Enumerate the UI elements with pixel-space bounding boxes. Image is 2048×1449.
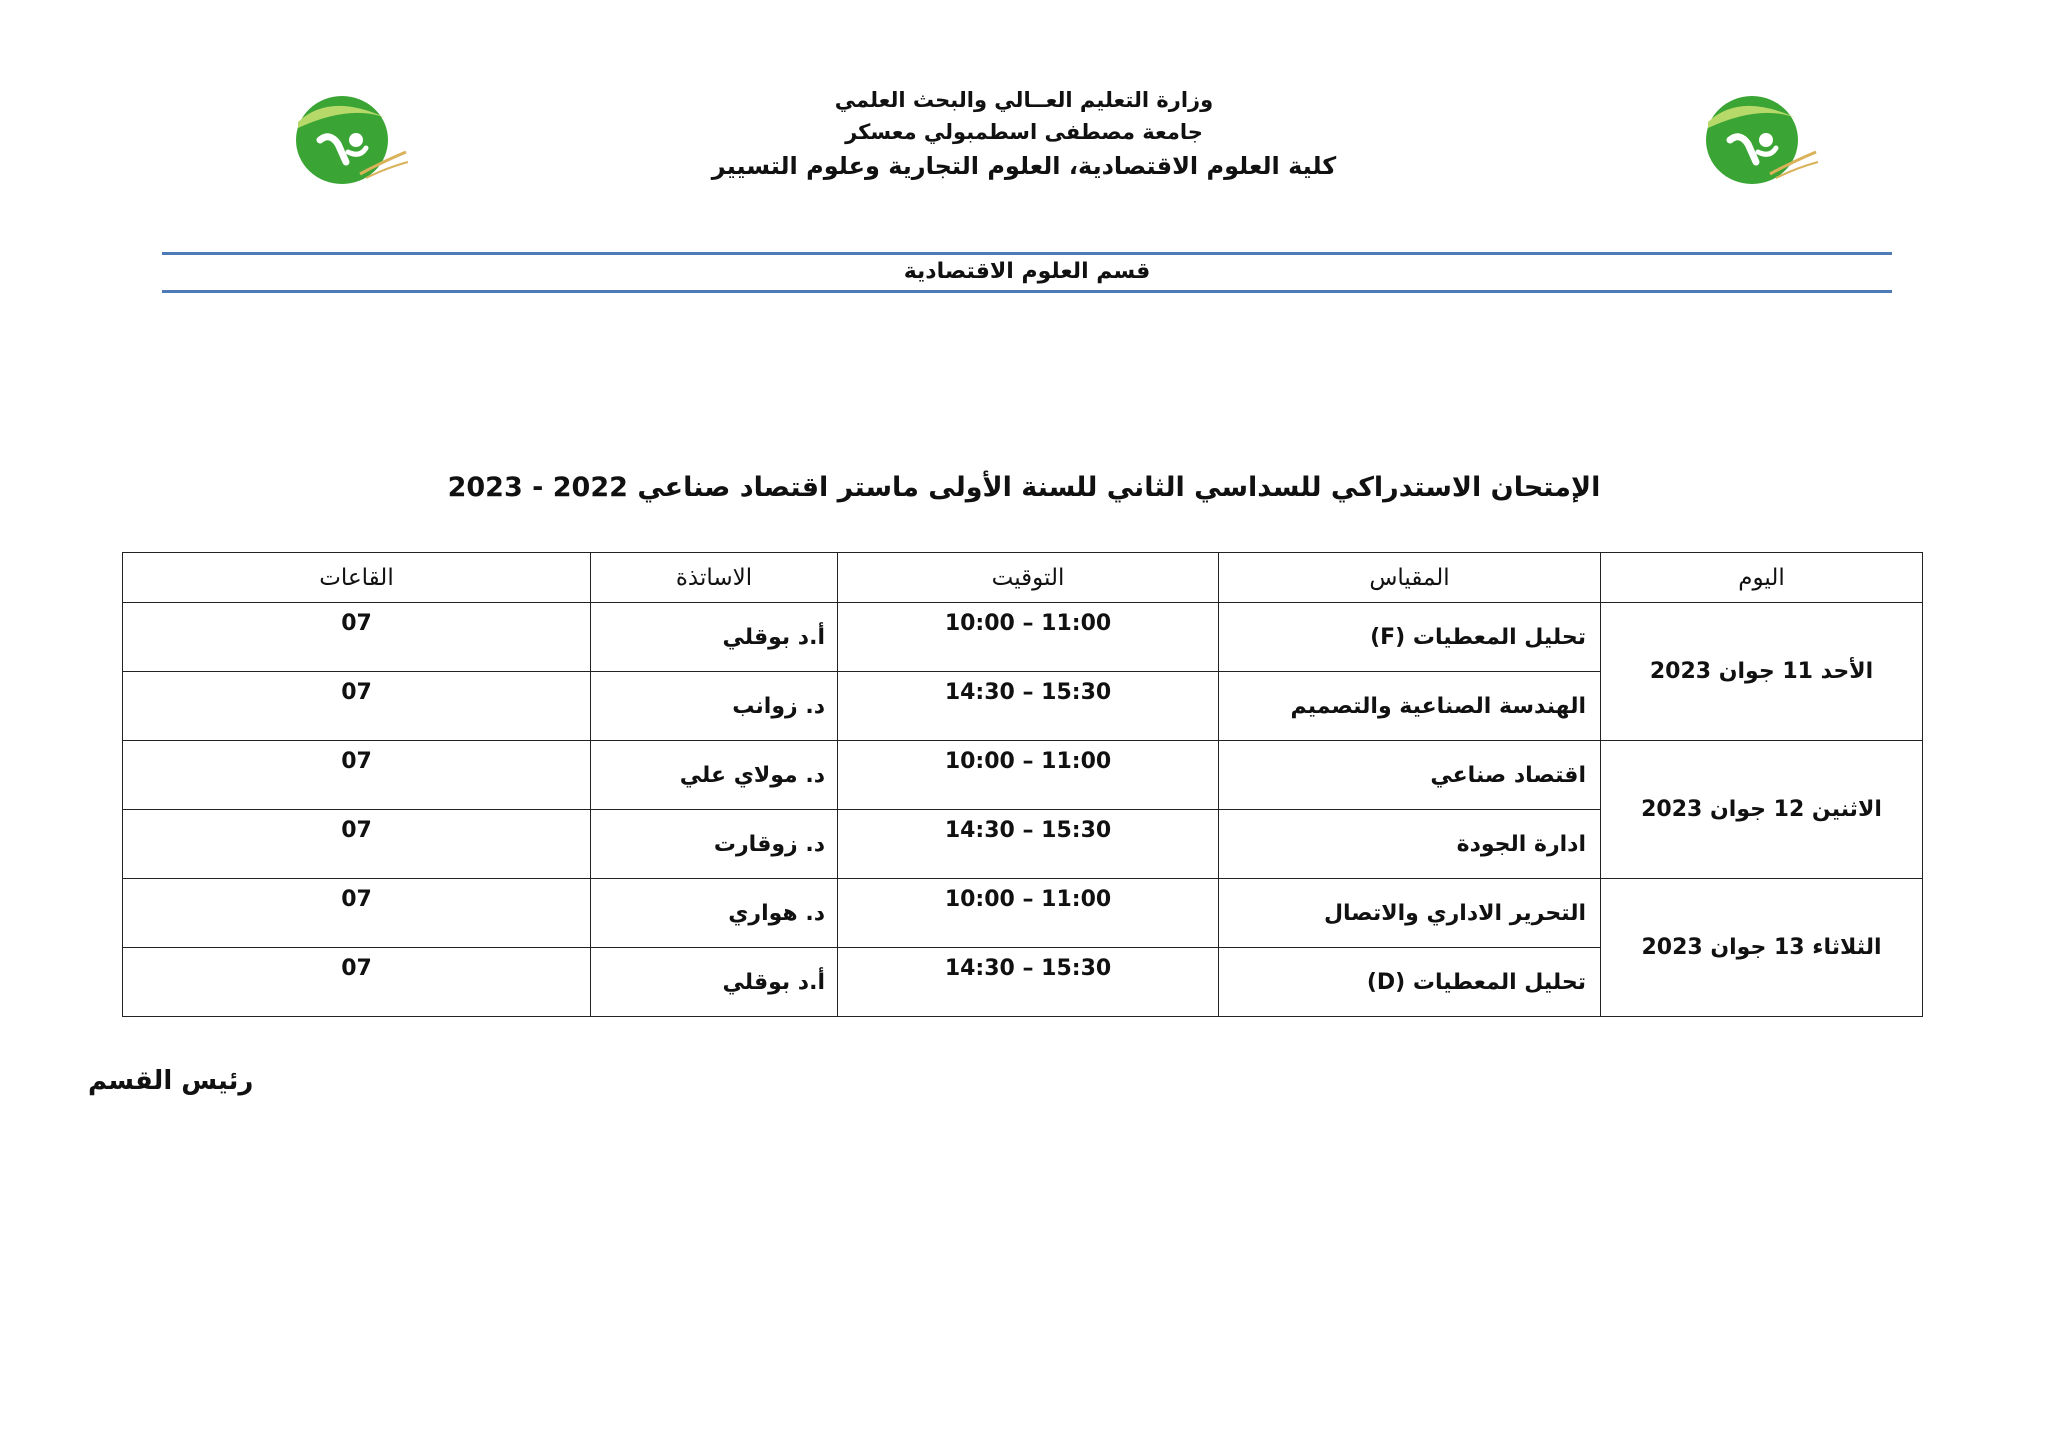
header-module: المقياس <box>1219 553 1601 603</box>
module-cell: تحليل المعطيات (F) <box>1219 603 1601 672</box>
module-cell: اقتصاد صناعي <box>1219 741 1601 810</box>
day-cell: الاثنين 12 جوان 2023 <box>1601 741 1923 879</box>
header-room: القاعات <box>123 553 591 603</box>
room-cell: 07 <box>123 948 591 1017</box>
time-cell: 10:00 – 11:00 <box>838 603 1219 672</box>
room-cell: 07 <box>123 741 591 810</box>
room-cell: 07 <box>123 810 591 879</box>
table-row <box>123 879 1923 948</box>
day-cell: الثلاثاء 13 جوان 2023 <box>1601 879 1923 1017</box>
time-cell: 14:30 – 15:30 <box>838 948 1219 1017</box>
professor-cell: د. مولاي علي <box>591 741 838 810</box>
divider-top <box>162 252 1892 255</box>
professor-cell: د. زوانب <box>591 672 838 741</box>
day-cell: الأحد 11 جوان 2023 <box>1601 603 1923 741</box>
time-cell: 10:00 – 11:00 <box>838 741 1219 810</box>
exam-schedule-table <box>122 552 1923 1017</box>
header-day: اليوم <box>1601 553 1923 603</box>
table-row <box>123 603 1923 672</box>
university-name: جامعة مصطفى اسطمبولي معسكر <box>845 120 1203 144</box>
room-cell: 07 <box>123 603 591 672</box>
divider-bottom <box>162 290 1892 293</box>
module-cell: الهندسة الصناعية والتصميم <box>1219 672 1601 741</box>
header-professor: الاساتذة <box>591 553 838 603</box>
university-logo-right <box>1700 92 1820 192</box>
department-name: قسم العلوم الاقتصادية <box>903 259 1151 284</box>
table-row <box>123 741 1923 810</box>
document-header <box>560 84 1488 184</box>
professor-cell: أ.د بوقلي <box>591 948 838 1017</box>
module-cell: ادارة الجودة <box>1219 810 1601 879</box>
module-cell: تحليل المعطيات (D) <box>1219 948 1601 1017</box>
professor-cell: د. هواري <box>591 879 838 948</box>
time-cell: 14:30 – 15:30 <box>838 672 1219 741</box>
room-cell: 07 <box>123 879 591 948</box>
professor-cell: أ.د بوقلي <box>591 603 838 672</box>
header-time: التوقيت <box>838 553 1219 603</box>
time-cell: 14:30 – 15:30 <box>838 810 1219 879</box>
university-logo-left <box>290 92 410 192</box>
professor-cell: د. زوقارت <box>591 810 838 879</box>
ministry-name: وزارة التعليم العــالي والبحث العلمي <box>834 88 1214 112</box>
faculty-name: كلية العلوم الاقتصادية، العلوم التجارية وعلوم التسيير <box>711 152 1337 180</box>
table-header-row <box>123 553 1923 603</box>
room-cell: 07 <box>123 672 591 741</box>
department-head-signature-label: رئيس القسم <box>88 1066 254 1096</box>
module-cell: التحرير الاداري والاتصال <box>1219 879 1601 948</box>
exam-title: الإمتحان الاستدراكي للسداسي الثاني للسنة الأولى ماستر اقتصاد صناعي 2022 - 2023 <box>447 472 1601 503</box>
time-cell: 10:00 – 11:00 <box>838 879 1219 948</box>
